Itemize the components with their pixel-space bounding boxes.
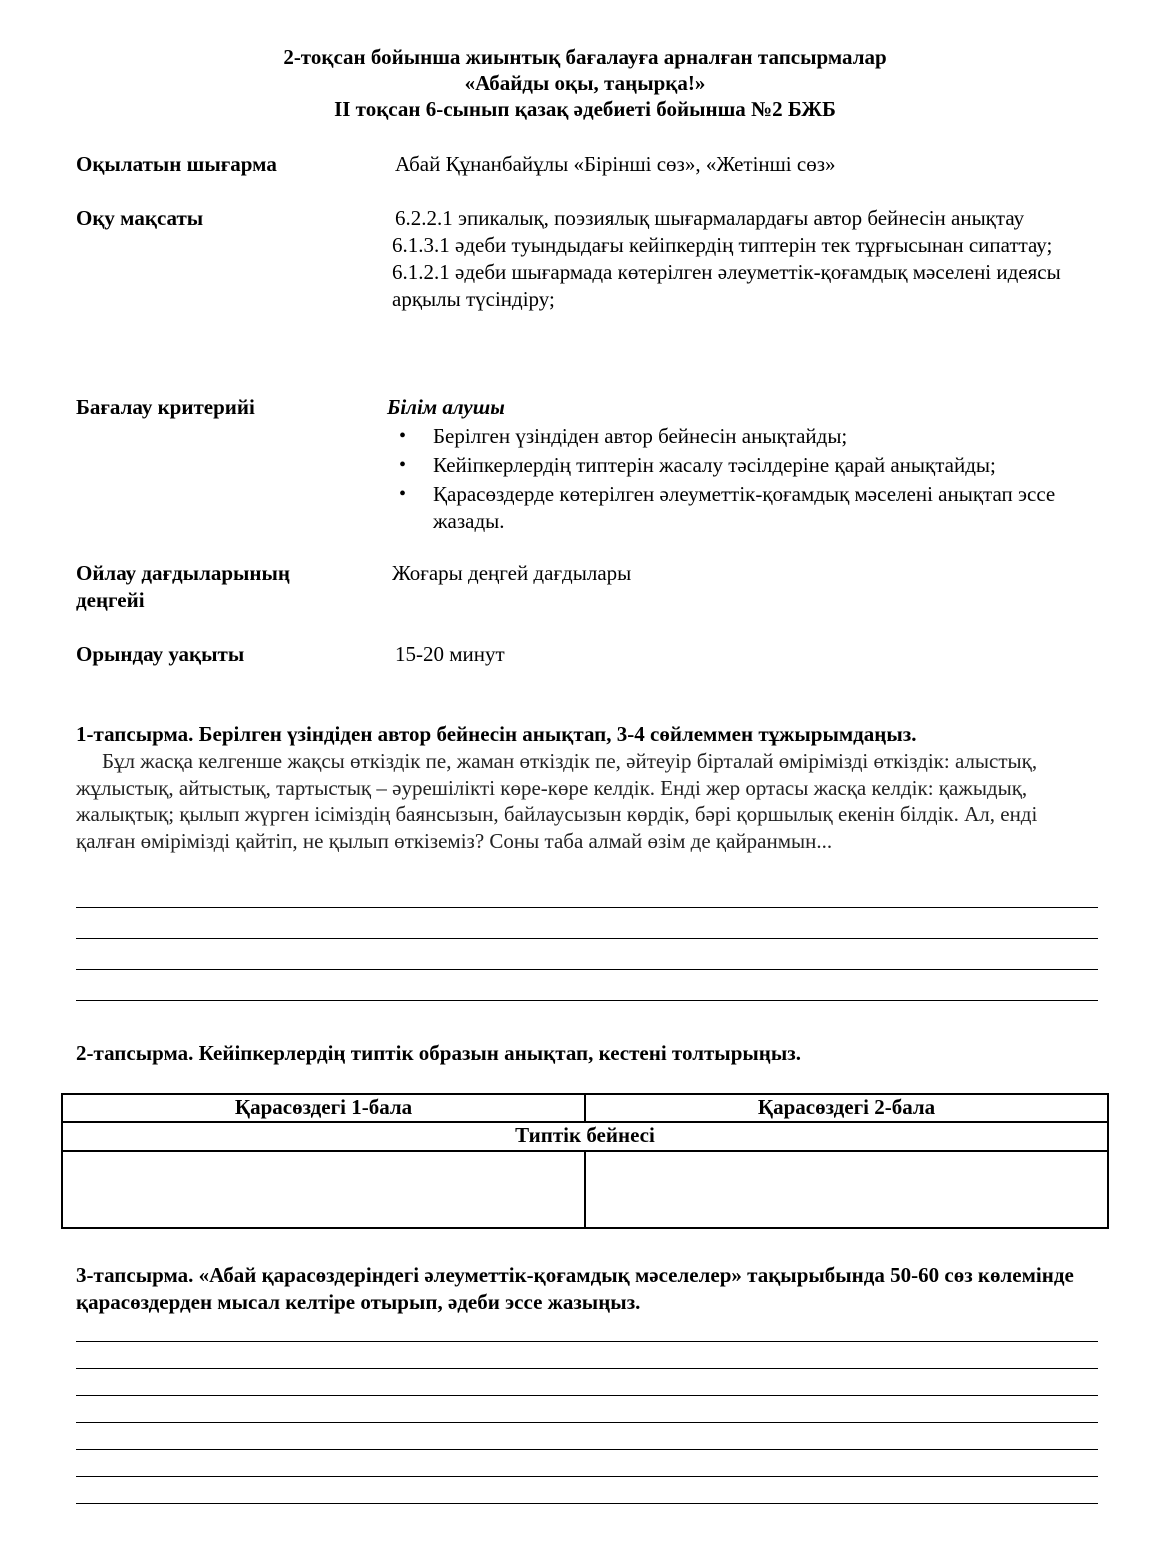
goal-item: 6.1.3.1 әдеби туындыдағы кейіпкердің типтерін тек тұрғысынан сипаттау;	[392, 233, 1053, 257]
criteria-block	[387, 394, 1107, 537]
criteria-subtitle: Білім алушы	[387, 395, 505, 419]
task3-title: 3-тапсырма. «Абай қарасөздеріндегі әлеуметтік-қоғамдық мәселелер» тақырыбында 50-60 сөз көлемінде қарасөздерден мысал келтіре отырып, әдеби эссе жазыңыз.	[76, 1263, 1074, 1314]
task1-title: 1-тапсырма. Берілген үзіндіден автор бейнесін анықтап, 3-4 сөйлеммен тұжырымдаңыз.	[76, 722, 917, 746]
answer-line[interactable]	[76, 970, 1098, 1001]
answer-line[interactable]	[76, 1477, 1098, 1504]
header-subtitle: «Абайды оқы, таңырқа!»	[464, 71, 706, 95]
task1-answer-area[interactable]	[76, 880, 1098, 1001]
answer-line[interactable]	[76, 939, 1098, 970]
answer-line[interactable]	[76, 1342, 1098, 1369]
answer-line[interactable]	[76, 908, 1098, 939]
table-header-child1: Қарасөздегі 1-бала	[62, 1094, 585, 1122]
goal-item: 6.2.2.1 эпикалық, поэзиялық шығармалардағы автор бейнесін анықтау	[395, 206, 1025, 230]
document-header	[0, 44, 1170, 122]
task1-passage: Бұл жасқа келгенше жақсы өткіздік пе, жаман өткіздік пе, әйтеуір бірталай өмірімізді өткіздік: алыстық, жұлыстық, айтыстық, тартыстық – әурешілікті көре-көре келдік. Енді жер ортасы жасқа келдік: қажыдық, жалықтық; қылып жүрген ісіміздің баянсызын, байлаусызын көрдік, бәрі қоршылық екенін білдік. Ал, енді қалған өмірімізді қайтіп, не қылып өткіземіз? Соны таба алмай өзім де қайранмын...	[76, 749, 1038, 853]
task2-title: 2-тапсырма. Кейіпкерлердің типтік образын анықтап, кестені толтырыңыз.	[76, 1041, 801, 1065]
answer-line[interactable]	[76, 1315, 1098, 1342]
criteria-label: Бағалау критерийі	[76, 395, 255, 419]
answer-line[interactable]	[76, 1396, 1098, 1423]
table-cell-child2-answer[interactable]	[585, 1151, 1108, 1228]
criteria-item: • Кейіпкерлердің типтерін жасалу тәсілдеріне қарай анықтайды;	[387, 452, 1107, 479]
header-course: ІІ тоқсан 6-сынып қазақ әдебиеті бойынша №2 БЖБ	[334, 97, 836, 121]
work-label: Оқылатын шығарма	[76, 152, 277, 176]
answer-line[interactable]	[76, 880, 1098, 908]
thinking-label: Ойлау дағдыларының деңгейі	[76, 561, 291, 612]
thinking-value: Жоғары деңгей дағдылары	[392, 561, 632, 585]
criteria-item: • Қарасөздерде көтерілген әлеуметтік-қоғамдық мәселені анықтап эссе жазады.	[387, 481, 1107, 535]
time-label: Орындау уақыты	[76, 642, 245, 666]
answer-line[interactable]	[76, 1423, 1098, 1450]
answer-line[interactable]	[76, 1450, 1098, 1477]
table-cell-child1-answer[interactable]	[62, 1151, 585, 1228]
character-type-table	[61, 1093, 1109, 1229]
criteria-list	[387, 423, 1107, 535]
header-title: 2-тоқсан бойынша жиынтық бағалауға арналған тапсырмалар	[283, 45, 887, 69]
criteria-item: • Берілген үзіндіден автор бейнесін анықтайды;	[387, 423, 1107, 450]
time-value: 15-20 минут	[395, 642, 505, 666]
answer-line[interactable]	[76, 1369, 1098, 1396]
task3-answer-area[interactable]	[76, 1315, 1098, 1504]
work-value: Абай Құнанбайұлы «Бірінші сөз», «Жетінші сөз»	[395, 152, 836, 176]
goals-list	[392, 205, 1112, 313]
goals-label: Оқу мақсаты	[76, 206, 204, 230]
goal-item: 6.1.2.1 әдеби шығармада көтерілген әлеуметтік-қоғамдық мәселені идеясы арқылы түсіндіру;	[392, 260, 1061, 311]
table-header-child2: Қарасөздегі 2-бала	[585, 1094, 1108, 1122]
table-row-label: Типтік бейнесі	[62, 1122, 1108, 1151]
